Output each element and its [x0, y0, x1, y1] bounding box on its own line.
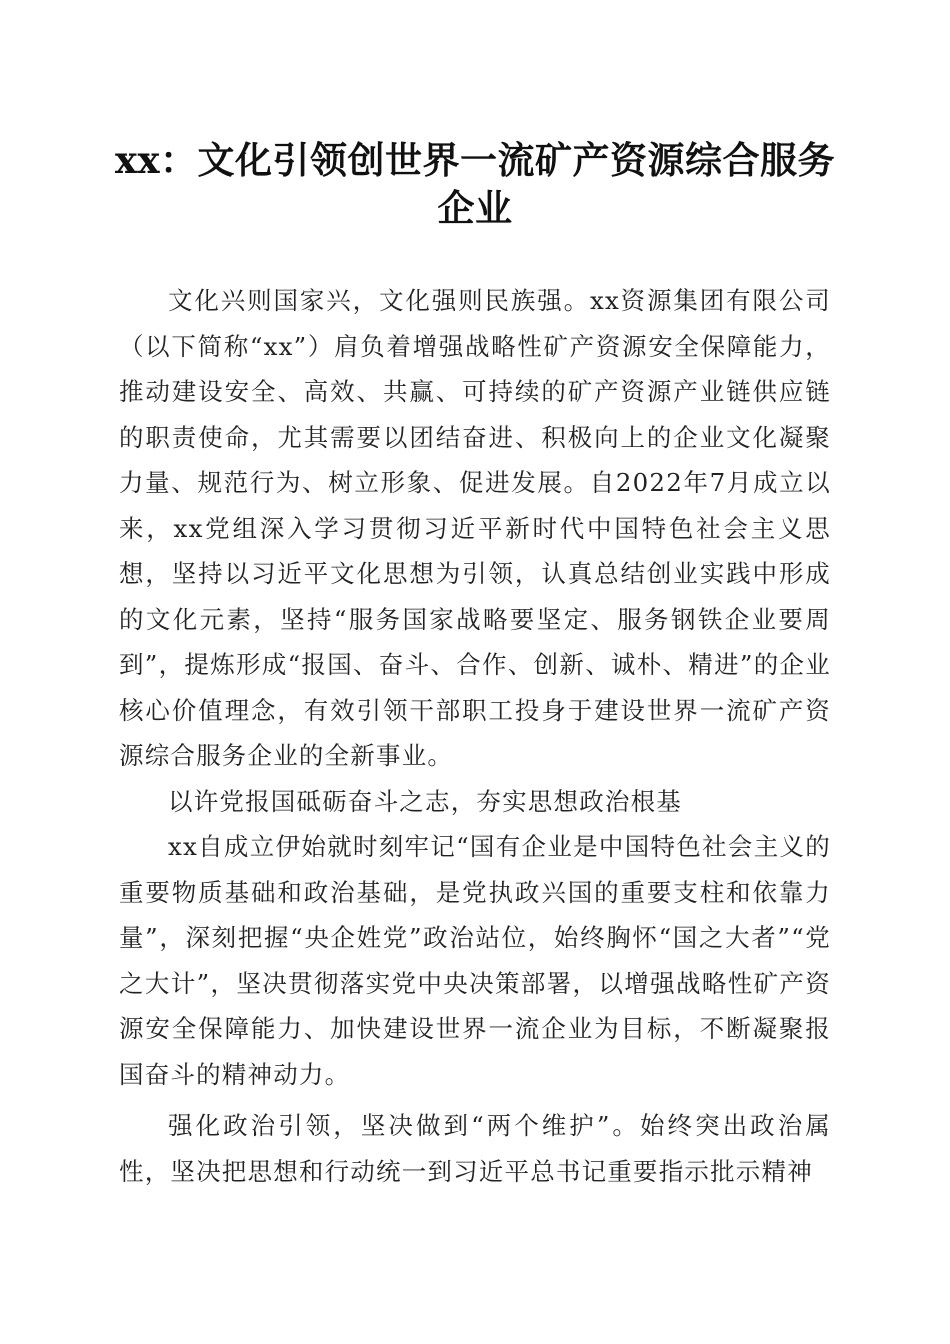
- section-heading: 以许党报国砥砺奋斗之志，夯实思想政治根基: [168, 786, 682, 816]
- body-paragraph: xx自成立伊始就时刻牢记“国有企业是中国特色社会主义的重要物质基础和政治基础，是党执政兴国的重要支柱和依靠力量”，深刻把握“央企姓党”政治站位，始终胸怀“国之大者”“党之大计”，坚决贯彻落实党中央决策部署，以增强战略性矿产资源安全保障能力、加快建设世界一流企业为目标，不断凝聚报国奋斗的精神动力。: [119, 832, 831, 1089]
- body-paragraph: 强化政治引领，坚决做到“两个维护”。始终突出政治属性，坚决把思想和行动统一到习近平总书记重要指示批示精神: [119, 1111, 831, 1186]
- document-body: [119, 278, 831, 1194]
- document-title: xx：文化引领创世界一流矿产资源综合服务企业: [114, 138, 836, 230]
- body-paragraph: 文化兴则国家兴，文化强则民族强。xx资源集团有限公司（以下简称“xx”）肩负着增强战略性矿产资源安全保障能力，推动建设安全、高效、共赢、可持续的矿产资源产业链供应链的职责使命，尤其需要以团结奋进、积极向上的企业文化凝聚力量、规范行为、树立形象、促进发展。自2022年7月成立以来，xx党组深入学习贯彻习近平新时代中国特色社会主义思想，坚持以习近平文化思想为引领，认真总结创业实践中形成的文化元素，坚持“服务国家战略要坚定、服务钢铁企业要周到”，提炼形成“报国、奋斗、合作、创新、诚朴、精进”的企业核心价值理念，有效引领干部职工投身于建设世界一流矿产资源综合服务企业的全新事业。: [119, 286, 831, 770]
